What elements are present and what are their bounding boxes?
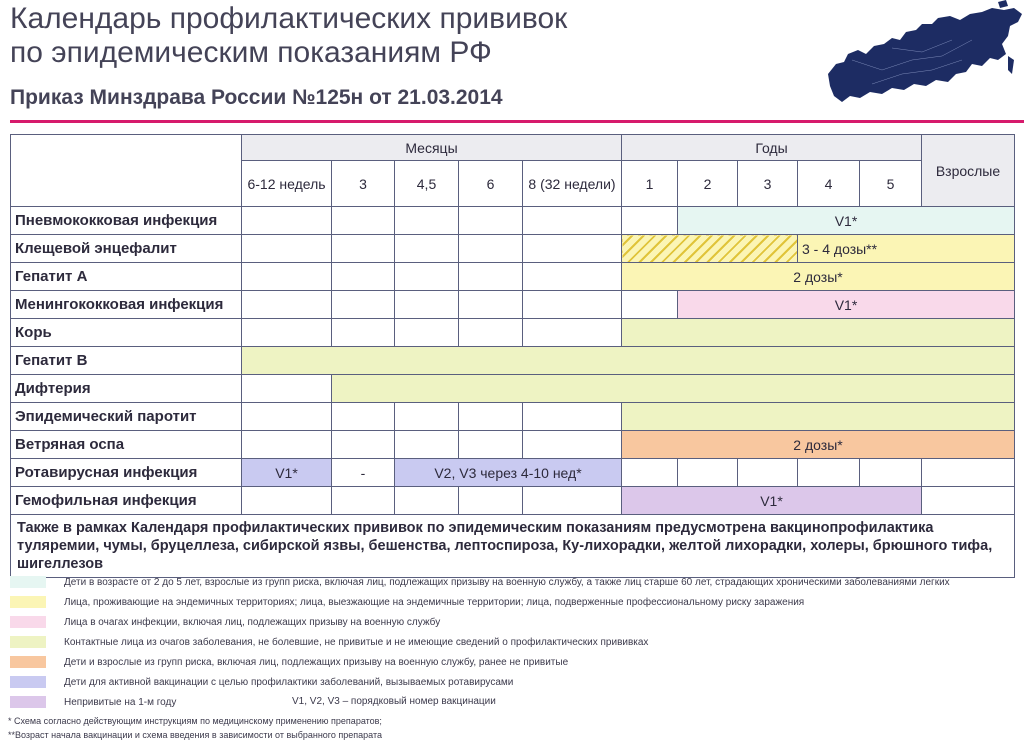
russia-map-icon [822, 0, 1024, 112]
row-label: Менингококковая инфекция [11, 291, 242, 319]
legend-item [10, 592, 1014, 612]
col-year: 2 [678, 161, 738, 207]
legend-item [10, 692, 1014, 712]
legend-swatch [10, 616, 46, 628]
schedule-bar [622, 319, 1015, 347]
legend-extra-text: V1, V2, V3 – порядковый номер вакцинации [292, 696, 496, 707]
table-row [11, 459, 1015, 487]
header-years: Годы [622, 135, 922, 161]
legend-item [10, 672, 1014, 692]
row-label: Клещевой энцефалит [11, 235, 242, 263]
schedule-bar [242, 347, 1015, 375]
legend-text: Дети для активной вакцинации с целью профилактики заболеваний, вызываемых ротавирусами [64, 676, 514, 688]
legend-swatch [10, 576, 46, 588]
table-row [11, 207, 1015, 235]
table-row [11, 403, 1015, 431]
table-row [11, 235, 1015, 263]
legend-swatch [10, 656, 46, 668]
row-label: Гепатит В [11, 347, 242, 375]
col-month: 8 (32 недели) [523, 161, 622, 207]
header-corner [11, 135, 242, 207]
page-title [10, 2, 567, 70]
legend-text: Лица, проживающие на эндемичных территориях; лица, выезжающие на эндемичные территории; лица, подверженные профессиональному риску заражения [64, 596, 805, 608]
col-month: 4,5 [395, 161, 459, 207]
header-adults: Взрослые [922, 135, 1015, 207]
dash-cell: - [332, 459, 395, 487]
table-note: Также в рамках Календаря профилактических прививок по эпидемическим показаниям предусмотрена вакцинопрофилактика туляремии, чумы, бруцеллеза, сибирской язвы, бешенства, лептоспироза, Ку-лихорадки, желтой лихорадки, холеры, брюшного тифа, шигеллезов [11, 515, 1015, 578]
col-year: 4 [798, 161, 860, 207]
schedule-bar: V1* [678, 291, 1015, 319]
legend-swatch [10, 636, 46, 648]
table-row [11, 431, 1015, 459]
schedule-bar: V1* [242, 459, 332, 487]
footnote: **Возраст начала вакцинации и схема введения в зависимости от выбранного препарата [8, 730, 382, 740]
table-row [11, 375, 1015, 403]
legend-item [10, 572, 1014, 592]
schedule-bar: V1* [622, 487, 922, 515]
schedule-bar: V2, V3 через 4-10 нед* [395, 459, 622, 487]
title-line-1: Календарь профилактических прививок [10, 2, 568, 35]
legend-item [10, 612, 1014, 632]
col-year: 5 [860, 161, 922, 207]
table-row [11, 347, 1015, 375]
row-label: Дифтерия [11, 375, 242, 403]
legend-text: Дети в возрасте от 2 до 5 лет, взрослые из групп риска, включая лиц, подлежащих призыву на военную службу, а также лиц старше 60 лет, страдающих хроническими заболеваниями легких [64, 576, 950, 588]
legend-swatch [10, 596, 46, 608]
legend-swatch [10, 696, 46, 708]
row-label: Пневмококковая инфекция [11, 207, 242, 235]
vaccination-table [10, 134, 1015, 578]
schedule-bar [622, 403, 1015, 431]
header-months: Месяцы [242, 135, 622, 161]
table-row [11, 291, 1015, 319]
legend-text: Лица в очагах инфекции, включая лиц, подлежащих призыву на военную службу [64, 616, 441, 628]
page-subtitle: Приказ Минздрава России №125н от 21.03.2014 [10, 86, 503, 109]
schedule-bar: V1* [678, 207, 1015, 235]
legend-item [10, 652, 1014, 672]
row-label: Корь [11, 319, 242, 347]
row-label: Гепатит А [11, 263, 242, 291]
legend-text: Дети и взрослые из групп риска, включая лиц, подлежащих призыву на военную службу, ранее не привитые [64, 656, 569, 668]
row-label: Эпидемический паротит [11, 403, 242, 431]
col-month: 6-12 недель [242, 161, 332, 207]
footnote: * Схема согласно действующим инструкциям по медицинскому применению препаратов; [8, 716, 382, 726]
table-row [11, 263, 1015, 291]
col-month: 6 [459, 161, 523, 207]
legend-item [10, 632, 1014, 652]
legend-swatch [10, 676, 46, 688]
title-line-2: по эпидемическим показаниям РФ [10, 36, 492, 69]
col-year: 1 [622, 161, 678, 207]
row-label: Гемофильная инфекция [11, 487, 242, 515]
col-month: 3 [332, 161, 395, 207]
footnotes [8, 714, 382, 742]
accent-rule [10, 120, 1024, 123]
legend-text: Непривитые на 1-м году [64, 696, 177, 708]
table-row [11, 319, 1015, 347]
col-year: 3 [738, 161, 798, 207]
schedule-hatch [622, 235, 798, 263]
schedule-bar: 3 - 4 дозы** [798, 235, 1015, 263]
schedule-bar: 2 дозы* [622, 263, 1015, 291]
table-row [11, 487, 1015, 515]
schedule-bar: 2 дозы* [622, 431, 1015, 459]
row-label: Ротавирусная инфекция [11, 459, 242, 487]
schedule-bar [332, 375, 1015, 403]
table-note-row [11, 515, 1015, 578]
legend [10, 572, 1014, 712]
legend-text: Контактные лица из очагов заболевания, не болевшие, не привитые и не имеющие сведений о профилактических прививках [64, 636, 649, 648]
row-label: Ветряная оспа [11, 431, 242, 459]
